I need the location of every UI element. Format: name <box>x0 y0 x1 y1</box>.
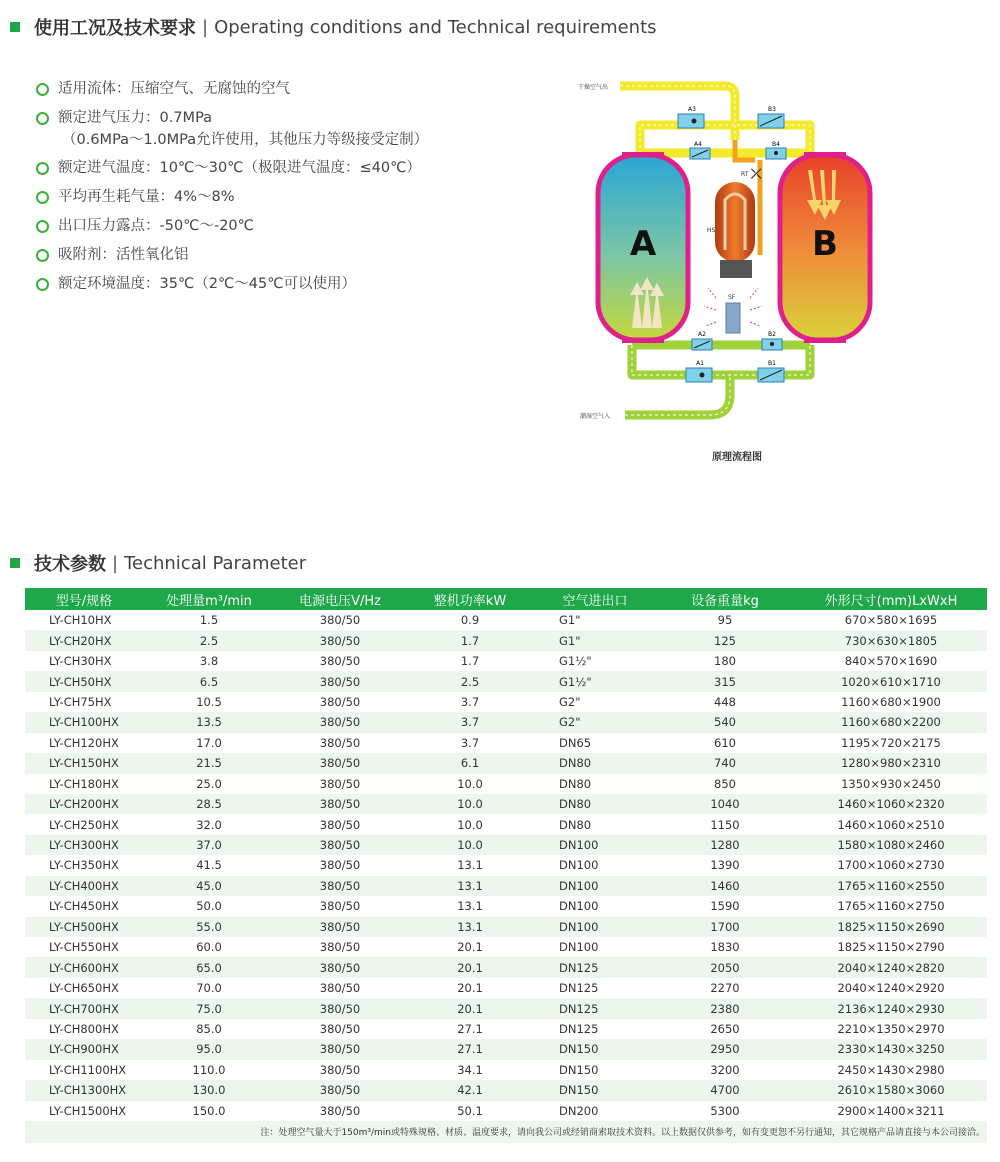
table-cell: DN80 <box>559 776 592 791</box>
table-cell: 3.7 <box>405 712 535 732</box>
heading-separator: | <box>202 16 209 38</box>
table-cell: 380/50 <box>319 1103 361 1118</box>
table-cell: 50.0 <box>196 899 222 914</box>
table-cell: 380/50 <box>275 671 405 691</box>
table-cell: DN150 <box>535 1080 655 1100</box>
table-cell: 6.5 <box>143 671 275 691</box>
svg-text:B1: B1 <box>768 360 776 367</box>
table-cell: LY-CH800HX <box>49 1021 119 1036</box>
table-cell: LY-CH50HX <box>25 671 143 691</box>
table-row <box>25 896 987 916</box>
heading-square-icon <box>10 22 20 32</box>
table-cell: 1195×720×2175 <box>841 735 941 750</box>
table-cell: 28.5 <box>143 794 275 814</box>
tower-a-label: A <box>629 224 657 264</box>
table-cell: LY-CH1500HX <box>49 1103 127 1118</box>
table-cell: 10.0 <box>457 776 483 791</box>
table-cell: LY-CH350HX <box>49 858 119 873</box>
table-row <box>25 855 987 875</box>
table-row <box>25 1101 987 1121</box>
heading-title-cn: 使用工况及技术要求 <box>34 18 196 39</box>
table-cell: DN200 <box>559 1103 599 1118</box>
table-row <box>25 774 987 794</box>
table-cell: 380/50 <box>275 753 405 773</box>
table-cell: 1160×680×1900 <box>841 694 941 709</box>
table-cell: 13.5 <box>143 712 275 732</box>
table-cell: 380/50 <box>319 858 361 873</box>
heading-title-en: Operating conditions and Technical requirements <box>214 16 657 38</box>
table-note-row <box>25 1121 987 1143</box>
table-cell: 380/50 <box>319 899 361 914</box>
table-cell: 3200 <box>710 1062 740 1077</box>
svg-text:A4: A4 <box>694 141 702 148</box>
table-cell: 10.5 <box>196 694 222 709</box>
table-cell: 1.7 <box>405 630 535 650</box>
table-cell: 380/50 <box>319 735 361 750</box>
table-cell: 380/50 <box>319 694 361 709</box>
valve-b4 <box>766 148 786 159</box>
condition-item: 适用流体：压缩空气、无腐蚀的空气 <box>36 78 428 107</box>
table-cell: DN150 <box>559 1062 599 1077</box>
table-cell: 10.0 <box>405 835 535 855</box>
table-cell: 1390 <box>710 858 740 873</box>
table-cell: G1" <box>535 630 655 650</box>
table-row <box>25 835 987 855</box>
table-cell: 0.9 <box>460 613 480 628</box>
table-cell: 1830 <box>710 940 740 955</box>
table-cell: DN80 <box>559 817 592 832</box>
table-cell: 2270 <box>710 981 740 996</box>
table-cell: 380/50 <box>275 917 405 937</box>
table-cell: DN65 <box>559 735 592 750</box>
heading-title-en: Technical Parameter <box>124 552 307 574</box>
table-cell: 25.0 <box>196 776 222 791</box>
table-cell: 50.1 <box>457 1103 483 1118</box>
table-cell: DN150 <box>535 1039 655 1059</box>
table-cell: 13.1 <box>457 899 483 914</box>
table-cell: LY-CH550HX <box>49 940 119 955</box>
table-cell: LY-CH180HX <box>49 776 119 791</box>
circle-bullet-icon <box>36 220 49 233</box>
section-heading-conditions <box>10 14 657 40</box>
hs-label: HS <box>707 227 716 234</box>
table-cell: 20.1 <box>405 998 535 1018</box>
svg-text:B4: B4 <box>772 141 780 148</box>
column-header: 空气进出口 <box>535 588 655 610</box>
table-cell: 1040 <box>655 794 795 814</box>
table-cell: 380/50 <box>319 613 361 628</box>
condition-item: 额定进气温度：10℃～30℃（极限进气温度：≤40℃） <box>36 157 428 186</box>
table-cell: DN100 <box>559 940 599 955</box>
column-header: 整机功率kW <box>405 588 535 610</box>
table-row <box>25 978 987 998</box>
table-cell: 380/50 <box>275 794 405 814</box>
table-cell: DN100 <box>535 876 655 896</box>
table-cell: 2050 <box>655 957 795 977</box>
table-cell: DN100 <box>559 899 599 914</box>
table-cell: 1280 <box>655 835 795 855</box>
flow-diagram <box>570 70 990 470</box>
table-cell: 1700×1060×2730 <box>837 858 945 873</box>
table-row <box>25 753 987 773</box>
table-cell: 6.1 <box>405 753 535 773</box>
condition-item: 额定环境温度：35℃（2℃～45℃可以使用） <box>36 273 428 302</box>
table-cell: LY-CH400HX <box>25 876 143 896</box>
table-row <box>25 651 987 671</box>
table-cell: G1½" <box>535 671 655 691</box>
table-row <box>25 814 987 834</box>
table-cell: 65.0 <box>143 957 275 977</box>
table-cell: DN100 <box>559 858 599 873</box>
table-row <box>25 998 987 1018</box>
circle-bullet-icon <box>36 162 49 175</box>
table-cell: DN100 <box>535 835 655 855</box>
table-cell: 1580×1080×2460 <box>795 835 987 855</box>
valve-a1 <box>686 368 712 382</box>
table-cell: 1590 <box>710 899 740 914</box>
table-cell: 42.1 <box>405 1080 535 1100</box>
valve-a2 <box>692 339 712 350</box>
valve-b3 <box>758 114 784 128</box>
table-row <box>25 937 987 957</box>
table-cell: 730×630×1805 <box>795 630 987 650</box>
table-cell: 2900×1400×3211 <box>837 1103 945 1118</box>
table-cell: DN80 <box>535 794 655 814</box>
valve-b1 <box>758 368 784 382</box>
table-cell: LY-CH300HX <box>25 835 143 855</box>
table-cell: 10.0 <box>405 794 535 814</box>
table-cell: 21.5 <box>143 753 275 773</box>
table-cell: 4700 <box>655 1080 795 1100</box>
table-row <box>25 957 987 977</box>
table-cell: 380/50 <box>319 940 361 955</box>
table-cell: 850 <box>714 776 736 791</box>
column-header: 电源电压V/Hz <box>275 588 405 610</box>
valve-b2 <box>762 339 782 350</box>
table-cell: 380/50 <box>319 776 361 791</box>
table-cell: 20.1 <box>405 957 535 977</box>
table-cell: 34.1 <box>457 1062 483 1077</box>
condition-item: 额定进气压力：0.7MPa （0.6MPa～1.0MPa允许使用，其他压力等级接受定制） <box>36 107 428 157</box>
column-header: 处理量m³/min <box>143 588 275 610</box>
table-row <box>25 876 987 896</box>
table-row <box>25 671 987 691</box>
table-cell: 380/50 <box>319 1021 361 1036</box>
table-cell: 180 <box>714 654 736 669</box>
table-cell: 2136×1240×2930 <box>795 998 987 1018</box>
table-cell: LY-CH700HX <box>25 998 143 1018</box>
table-cell: 13.1 <box>405 917 535 937</box>
table-cell: LY-CH650HX <box>49 981 119 996</box>
table-cell: 3.7 <box>460 735 480 750</box>
table-cell: 1160×680×2200 <box>795 712 987 732</box>
svg-text:B3: B3 <box>768 106 776 113</box>
svg-text:A1: A1 <box>696 360 704 367</box>
table-cell: G2" <box>559 694 581 709</box>
table-cell: 1460×1060×2320 <box>795 794 987 814</box>
table-cell: 1020×610×1710 <box>795 671 987 691</box>
table-cell: 110.0 <box>192 1062 226 1077</box>
table-cell: 45.0 <box>143 876 275 896</box>
table-cell: 380/50 <box>319 1062 361 1077</box>
table-row <box>25 1039 987 1059</box>
table-cell: 380/50 <box>275 876 405 896</box>
table-cell: 10.0 <box>457 817 483 832</box>
table-cell: LY-CH1300HX <box>25 1080 143 1100</box>
table-cell: 13.1 <box>405 876 535 896</box>
inlet-label: 潮湿空气入 <box>580 413 611 420</box>
table-cell: 5300 <box>710 1103 740 1118</box>
table-cell: 27.1 <box>457 1021 483 1036</box>
conditions-list <box>36 78 428 302</box>
table-cell: LY-CH120HX <box>49 735 119 750</box>
rt-label: RT <box>741 171 749 178</box>
column-header: 外形尺寸(mm)LxWxH <box>795 588 987 610</box>
table-cell: LY-CH75HX <box>49 694 112 709</box>
table-cell: 1825×1150×2790 <box>837 940 945 955</box>
table-row <box>25 917 987 937</box>
condition-sub-text: （0.6MPa～1.0MPa允许使用，其他压力等级接受定制） <box>62 132 429 148</box>
table-cell: 150.0 <box>192 1103 226 1118</box>
table-cell: 1150 <box>710 817 740 832</box>
table-cell: 840×570×1690 <box>844 654 938 669</box>
condition-item: 吸附剂：活性氧化铝 <box>36 244 428 273</box>
table-cell: G2" <box>535 712 655 732</box>
table-cell: 85.0 <box>196 1021 222 1036</box>
table-cell: LY-CH10HX <box>49 613 112 628</box>
table-cell: LY-CH100HX <box>25 712 143 732</box>
table-cell: 2950 <box>655 1039 795 1059</box>
table-cell: 1765×1160×2550 <box>795 876 987 896</box>
table-cell: LY-CH20HX <box>25 630 143 650</box>
temperature-sensor-icon: ⤫ <box>751 167 762 182</box>
section-heading-parameters <box>10 550 306 576</box>
table-cell: 2450×1430×2980 <box>837 1062 945 1077</box>
table-cell: 670×580×1695 <box>844 613 938 628</box>
table-cell: LY-CH900HX <box>25 1039 143 1059</box>
table-cell: 1.5 <box>199 613 219 628</box>
table-cell: 32.0 <box>196 817 222 832</box>
circle-bullet-icon <box>36 191 49 204</box>
table-cell: 2650 <box>710 1021 740 1036</box>
heading-separator: | <box>112 552 119 574</box>
table-cell: LY-CH250HX <box>49 817 119 832</box>
svg-text:A3: A3 <box>688 106 696 113</box>
table-cell: 1460×1060×2510 <box>837 817 945 832</box>
table-row <box>25 1080 987 1100</box>
table-cell: 37.0 <box>143 835 275 855</box>
table-cell: DN80 <box>535 753 655 773</box>
svg-text:B2: B2 <box>768 331 776 338</box>
table-cell: 610 <box>714 735 736 750</box>
table-cell: 380/50 <box>275 1080 405 1100</box>
table-cell: 27.1 <box>405 1039 535 1059</box>
table-cell: 2610×1580×3060 <box>795 1080 987 1100</box>
condition-item: 平均再生耗气量：4%～8% <box>36 186 428 215</box>
table-cell: 130.0 <box>143 1080 275 1100</box>
table-header-row <box>25 588 987 610</box>
table-cell: LY-CH450HX <box>49 899 119 914</box>
table-note: 注：处理空气量大于150m³/min或特殊规格、材质、温度要求，请向我公司或经销商索取技术资料。以上数据仅供参考，如有变更恕不另行通知，其它规格产品请直接与本公司接洽。 <box>25 1121 987 1143</box>
table-cell: 1280×980×2310 <box>795 753 987 773</box>
table-cell: 380/50 <box>275 835 405 855</box>
table-cell: DN100 <box>535 917 655 937</box>
table-cell: 380/50 <box>275 712 405 732</box>
table-cell: 70.0 <box>196 981 222 996</box>
circle-bullet-icon <box>36 112 49 125</box>
table-cell: DN125 <box>559 1021 599 1036</box>
heater <box>715 182 755 278</box>
table-cell: 380/50 <box>275 957 405 977</box>
column-header: 设备重量kg <box>655 588 795 610</box>
table-cell: LY-CH1100HX <box>49 1062 127 1077</box>
heading-square-icon <box>10 558 20 568</box>
table-cell: 41.5 <box>196 858 222 873</box>
table-cell: DN125 <box>535 998 655 1018</box>
svg-text:A2: A2 <box>698 331 706 338</box>
table-cell: 315 <box>655 671 795 691</box>
diagram-caption: 原理流程图 <box>712 452 762 463</box>
valve-a4 <box>690 148 710 159</box>
table-row <box>25 630 987 650</box>
table-cell: 380/50 <box>275 1039 405 1059</box>
column-header: 型号/规格 <box>25 588 143 610</box>
table-cell: 1825×1150×2690 <box>795 917 987 937</box>
table-cell: 3.8 <box>199 654 219 669</box>
circle-bullet-icon <box>36 278 49 291</box>
table-cell: 2.5 <box>405 671 535 691</box>
circle-bullet-icon <box>36 249 49 262</box>
condition-item: 出口压力露点：-50℃～-20℃ <box>36 215 428 244</box>
table-cell: 1460 <box>655 876 795 896</box>
table-cell: 20.1 <box>457 981 483 996</box>
table-cell: 75.0 <box>143 998 275 1018</box>
table-row <box>25 794 987 814</box>
table-cell: 95 <box>717 613 733 628</box>
table-row <box>25 1060 987 1080</box>
table-cell: 3.7 <box>460 694 480 709</box>
table-cell: 540 <box>655 712 795 732</box>
table-cell: G1½" <box>559 654 592 669</box>
table-cell: LY-CH200HX <box>25 794 143 814</box>
table-cell: 2210×1350×2970 <box>837 1021 945 1036</box>
table-cell: LY-CH500HX <box>25 917 143 937</box>
table-cell: 2330×1430×3250 <box>795 1039 987 1059</box>
table-cell: 2380 <box>655 998 795 1018</box>
table-cell: 380/50 <box>319 817 361 832</box>
table-cell: LY-CH600HX <box>25 957 143 977</box>
table-cell: 125 <box>655 630 795 650</box>
table-cell: 380/50 <box>319 654 361 669</box>
table-cell: LY-CH150HX <box>25 753 143 773</box>
table-cell: 1700 <box>655 917 795 937</box>
table-row <box>25 733 987 753</box>
table-row <box>25 712 987 732</box>
table-row <box>25 610 987 630</box>
table-cell: 1765×1160×2750 <box>837 899 945 914</box>
circle-bullet-icon <box>36 83 49 96</box>
table-cell: 95.0 <box>143 1039 275 1059</box>
table-cell: 55.0 <box>143 917 275 937</box>
table-cell: 2.5 <box>143 630 275 650</box>
table-cell: DN125 <box>559 981 599 996</box>
parameter-table <box>25 588 987 1143</box>
table-cell: 60.0 <box>196 940 222 955</box>
table-row <box>25 692 987 712</box>
table-cell: LY-CH30HX <box>49 654 112 669</box>
outlet-label: 干燥空气出 <box>578 84 609 91</box>
table-cell: 380/50 <box>275 998 405 1018</box>
table-cell: 17.0 <box>196 735 222 750</box>
table-cell: 380/50 <box>275 630 405 650</box>
table-cell: DN125 <box>535 957 655 977</box>
table-cell: G1" <box>559 613 581 628</box>
heading-title-cn: 技术参数 <box>34 554 106 575</box>
table-cell: 448 <box>714 694 736 709</box>
table-cell: 740 <box>655 753 795 773</box>
sf-label: SF <box>728 294 736 301</box>
table-row <box>25 1019 987 1039</box>
tower-b-label: B <box>812 224 838 264</box>
table-cell: 1350×930×2450 <box>841 776 941 791</box>
valve-a3 <box>678 114 704 128</box>
table-cell: 13.1 <box>457 858 483 873</box>
table-cell: 20.1 <box>457 940 483 955</box>
table-cell: 380/50 <box>319 981 361 996</box>
table-cell: 2040×1240×2820 <box>795 957 987 977</box>
table-cell: 2040×1240×2920 <box>837 981 945 996</box>
table-cell: 1.7 <box>460 654 480 669</box>
